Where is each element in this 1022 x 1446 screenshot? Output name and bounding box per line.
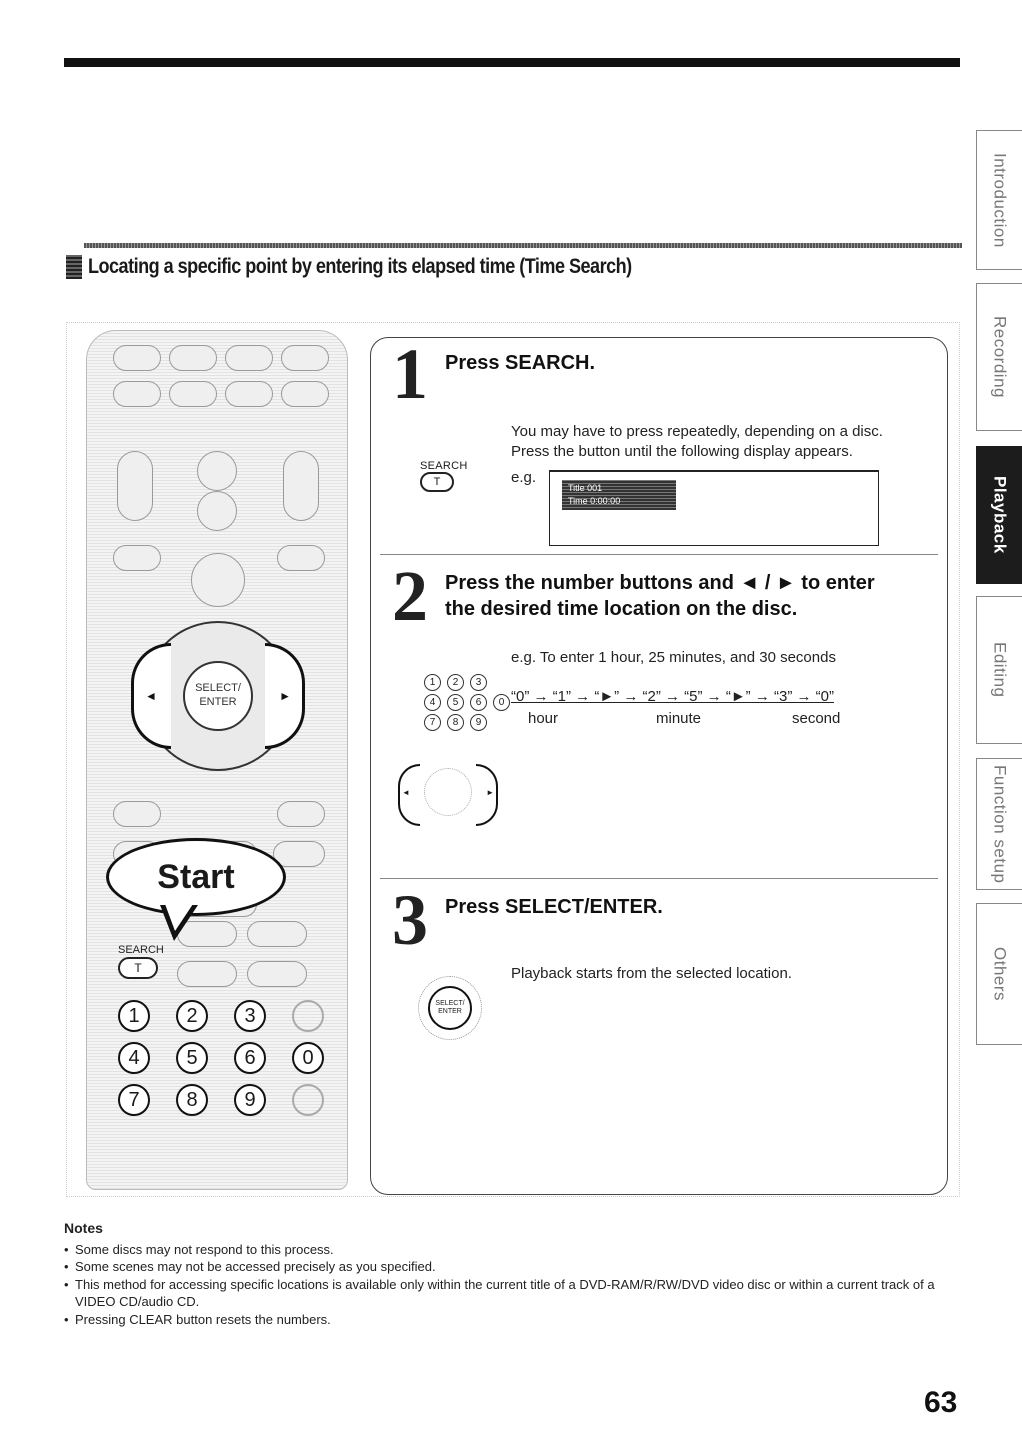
search-button-label: SEARCH — [420, 460, 468, 472]
remote-button — [281, 381, 329, 407]
mini-select-enter — [400, 968, 500, 1052]
step-3-title: Press SELECT/ENTER. — [445, 896, 663, 918]
notes-title: Notes — [64, 1220, 103, 1236]
remote-button — [247, 921, 307, 947]
number-button-0[interactable]: 0 — [292, 1042, 324, 1074]
mini-number-5[interactable]: 5 — [447, 694, 464, 711]
remote-button — [113, 545, 161, 571]
left-arrow-icon: ◄ — [145, 689, 157, 703]
page-number: 63 — [924, 1386, 958, 1419]
remote-button — [225, 345, 273, 371]
top-rule — [64, 58, 960, 67]
mini-dpad — [398, 756, 498, 838]
remote-button — [283, 451, 319, 521]
note-item: • This method for accessing specific locations is available only within the current title of a DVD-RAM/R/RW/DVD video disc or within a current track of a VIDEO CD/audio CD. — [64, 1276, 954, 1311]
step-2-title-line2: the desired time location on the disc. — [445, 598, 798, 620]
tab-others[interactable]: Others — [976, 903, 1022, 1045]
number-button-2[interactable]: 2 — [176, 1000, 208, 1032]
step-1-eg: e.g. — [511, 469, 537, 486]
right-arrow-icon: ► — [486, 788, 494, 797]
remote-button — [281, 345, 329, 371]
number-button-3[interactable]: 3 — [234, 1000, 266, 1032]
remote-button — [191, 553, 245, 607]
remote-button — [113, 381, 161, 407]
osd-title: Title 001 — [568, 483, 603, 493]
remote-button — [197, 451, 237, 491]
bubble-tail-inner — [165, 904, 193, 931]
note-item: • Some discs may not respond to this process. — [64, 1241, 954, 1259]
tab-function-setup[interactable]: Function setup — [976, 758, 1022, 890]
mini-number-grid — [424, 674, 510, 731]
start-bubble: Start — [106, 838, 286, 916]
remote-button — [247, 961, 307, 987]
remote-search-label: SEARCH — [118, 944, 164, 956]
label-second: second — [792, 710, 841, 727]
mini-number-2[interactable]: 2 — [447, 674, 464, 691]
remote-button — [169, 345, 217, 371]
heading-rule — [84, 243, 962, 248]
note-item: • Some scenes may not be accessed precisely as you specified. — [64, 1258, 954, 1276]
select-enter-button[interactable]: SELECT/ ENTER — [183, 661, 253, 731]
step-1-text-line2: Press the button until the following display appears. — [511, 443, 853, 460]
number-button-7[interactable]: 7 — [118, 1084, 150, 1116]
input-sequence: “0” → “1” → “►” → “2” → “5” → “►” → “3” → “0” — [511, 688, 835, 705]
display-example — [549, 470, 879, 546]
osd-display — [562, 480, 676, 510]
number-button-8[interactable]: 8 — [176, 1084, 208, 1116]
remote-search-button[interactable]: T — [118, 957, 158, 979]
step-3-number: 3 — [392, 880, 428, 960]
section-heading — [66, 255, 720, 279]
step-3-text: Playback starts from the selected location. — [511, 965, 792, 982]
mini-number-4[interactable]: 4 — [424, 694, 441, 711]
mini-number-8[interactable]: 8 — [447, 714, 464, 731]
remote-button — [277, 801, 325, 827]
remote-button — [169, 381, 217, 407]
search-button[interactable]: T — [420, 472, 454, 492]
step-1-title: Press SEARCH. — [445, 352, 596, 374]
step-2-title-line1: Press the number buttons and ◄ / ► to enter — [445, 572, 875, 594]
notes — [64, 1220, 954, 1328]
osd-time: Time 0:00:00 — [568, 496, 621, 506]
select-enter-button[interactable]: SELECT/ ENTER — [428, 986, 472, 1030]
mini-number-1[interactable]: 1 — [424, 674, 441, 691]
tab-introduction[interactable]: Introduction — [976, 130, 1022, 270]
ghost-button — [292, 1000, 324, 1032]
step-1-text-line1: You may have to press repeatedly, depending on a disc. — [511, 423, 883, 440]
tab-editing[interactable]: Editing — [976, 596, 1022, 744]
number-button-1[interactable]: 1 — [118, 1000, 150, 1032]
left-arrow-icon: ◄ — [402, 788, 410, 797]
step-2-number: 2 — [392, 556, 428, 636]
label-hour: hour — [528, 710, 559, 727]
ghost-button — [493, 674, 510, 691]
note-item: • Pressing CLEAR button resets the numbers. — [64, 1311, 954, 1329]
mini-number-6[interactable]: 6 — [470, 694, 487, 711]
mini-number-9[interactable]: 9 — [470, 714, 487, 731]
remote-button — [225, 381, 273, 407]
remote-button — [113, 345, 161, 371]
mini-number-7[interactable]: 7 — [424, 714, 441, 731]
remote-button — [277, 545, 325, 571]
number-button-5[interactable]: 5 — [176, 1042, 208, 1074]
remote-button — [177, 961, 237, 987]
remote-button — [197, 491, 237, 531]
ghost-button — [292, 1084, 324, 1116]
label-minute: minute — [656, 710, 702, 727]
step-2-text: e.g. To enter 1 hour, 25 minutes, and 30 seconds — [511, 649, 836, 666]
step-1-number: 1 — [392, 334, 428, 414]
ghost-button — [493, 714, 510, 731]
mini-number-3[interactable]: 3 — [470, 674, 487, 691]
tab-playback[interactable]: Playback — [976, 446, 1022, 584]
remote-button — [113, 801, 161, 827]
dpad — [143, 621, 293, 771]
notes-list — [64, 1241, 954, 1329]
heading-marker-icon — [66, 255, 82, 279]
step-divider — [380, 554, 938, 555]
remote-number-grid — [118, 1000, 330, 1116]
remote-button — [117, 451, 153, 521]
number-button-6[interactable]: 6 — [234, 1042, 266, 1074]
number-button-4[interactable]: 4 — [118, 1042, 150, 1074]
number-button-9[interactable]: 9 — [234, 1084, 266, 1116]
mini-number-0[interactable]: 0 — [493, 694, 510, 711]
section-title: Locating a specific point by entering its elapsed time (Time Search) — [88, 255, 632, 278]
step-divider — [380, 878, 938, 879]
right-arrow-icon: ► — [279, 689, 291, 703]
tab-recording[interactable]: Recording — [976, 283, 1022, 431]
mini-dpad-center — [424, 768, 472, 816]
